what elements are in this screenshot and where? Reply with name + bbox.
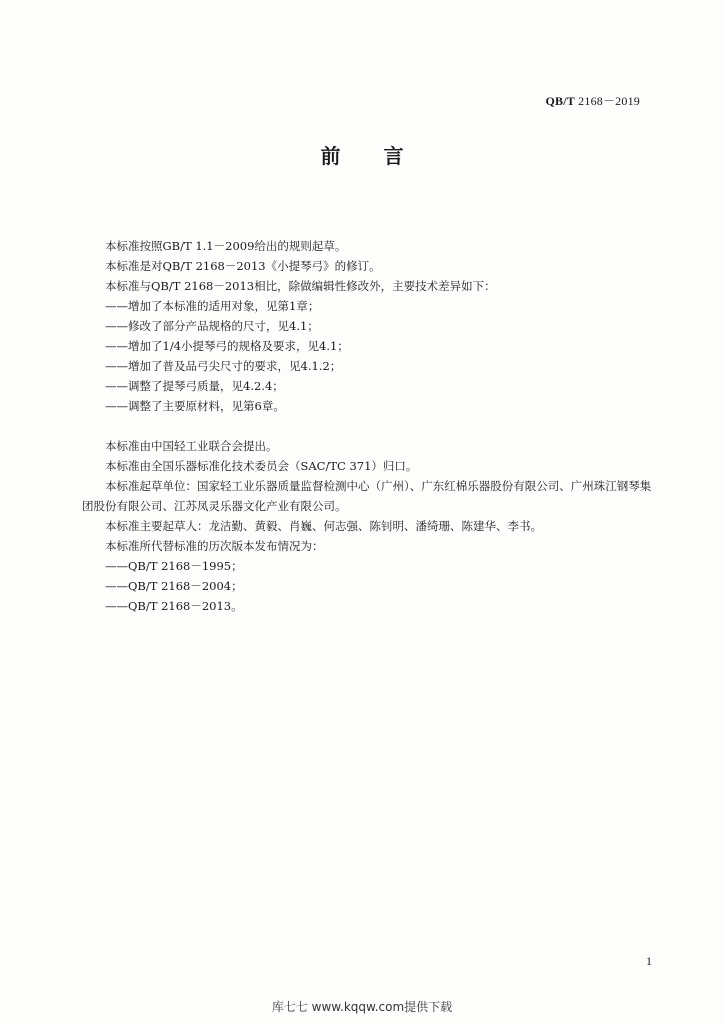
paragraph-committee: 本标准由全国乐器标准化技术委员会（SAC/TC 371）归口。 [105,459,418,473]
change-item: ——修改了部分产品规格的尺寸，见4.1； [105,319,319,333]
foreword-body [82,236,654,616]
change-item: ——增加了普及品弓尖尺寸的要求，见4.1.2； [105,359,342,373]
change-item: ——增加了1/4小提琴弓的规格及要求，见4.1； [105,339,349,353]
version-item: ——QB/T 2168－1995； [105,559,243,573]
change-item: ——调整了主要原材料，见第6章。 [105,399,285,413]
paragraph-proposer: 本标准由中国轻工业联合会提出。 [105,439,278,453]
paragraph-previous-versions: 本标准所代替标准的历次版本发布情况为： [105,539,324,553]
version-item: ——QB/T 2168－2013。 [105,599,243,613]
change-item: ——增加了本标准的适用对象，见第1章； [105,299,320,313]
standard-code-prefix: QB/T [545,94,575,108]
paragraph-drafting-units: 本标准起草单位：国家轻工业乐器质量监督检测中心（广州）、广东红棉乐器股份有限公司、广州珠江钢琴集团股份有限公司、江苏凤灵乐器文化产业有限公司。 [82,479,652,513]
paragraph-differences: 本标准与QB/T 2168－2013相比，除做编辑性修改外，主要技术差异如下： [105,279,496,293]
paragraph-drafting-rules: 本标准按照GB/T 1.1－2009给出的规则起草。 [105,239,347,253]
page-title: 前 言 [320,144,422,168]
change-item: ——调整了提琴弓质量，见4.2.4； [105,379,284,393]
download-footer: 库七七 www.kqqw.com提供下载 [271,1000,453,1014]
paragraph-revision: 本标准是对QB/T 2168－2013《小提琴弓》的修订。 [105,259,381,273]
standard-code [546,92,641,109]
paragraph-gap [82,416,654,436]
version-item: ——QB/T 2168－2004； [105,579,243,593]
standard-code-number: 2168－2019 [574,94,640,108]
paragraph-drafters: 本标准主要起草人：龙洁勤、黄毅、肖巍、何志强、陈钊明、潘绮珊、陈建华、李书。 [105,519,542,533]
page-number: 1 [646,954,652,968]
